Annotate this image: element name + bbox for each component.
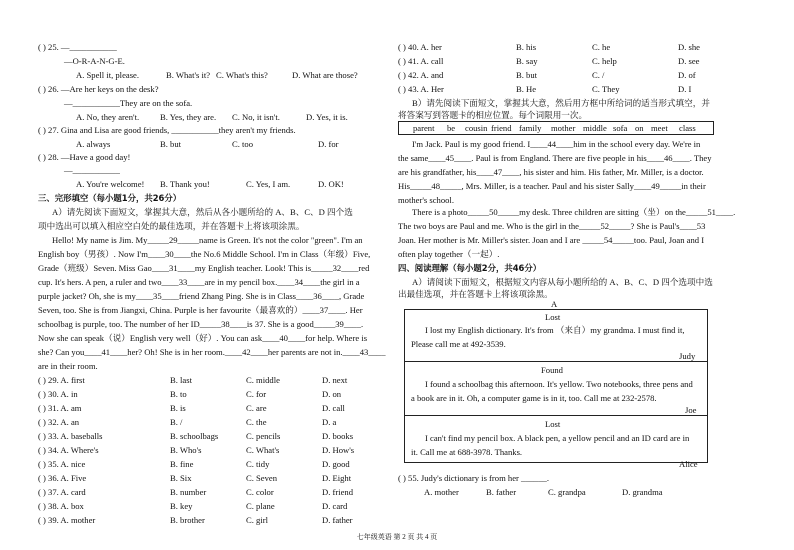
q25-option-b: B. What's it? [166,70,211,80]
q28-option-a: A. You're welcome! [76,179,145,189]
passage-line: His_____48_____, Mrs. Miller, is a teacher. Paul and his sister Sally____49_____in their [398,181,706,191]
q25-option-c: C. What's this? [216,70,268,80]
q27-stem: ( ) 27. Gina and Lisa are good friends, ___________they aren't my friends. [38,125,296,135]
passage-line: schoolbag is purple, too. The number of her ID_____38____is 37. She is a good_____39____. [38,319,364,329]
notice-body: it. Call me at 688-3978. Thanks. [411,447,523,457]
word-bank-item: meet [651,123,668,133]
q27-option-d: D. for [318,139,339,149]
q28-option-d: D. OK! [318,179,344,189]
notice-signature: Alice [679,459,698,469]
option-c: C. color [246,487,274,497]
q55-option-b: B. father [486,487,517,497]
section3-instruction-1: A）请先阅读下面短文，掌握其大意，然后从各小题所给的 A、B、C、D 四个选 [52,207,353,217]
option-b: B. brother [170,515,205,525]
q55-option-d: D. grandma [622,487,663,497]
passage-line: are his grandfather, his____47____, his sister and him. His father, Mr. Miller, is a doctor. [398,167,704,177]
option-a: ( ) 30. A. in [38,389,78,399]
q25-spelling: —O-R-A-N-G-E. [64,56,125,66]
option-b: B. last [170,375,192,385]
option-d: D. good [322,459,350,469]
q28-answer: —___________ [64,165,120,175]
option-b: B. He [516,84,537,94]
option-b: B. say [516,56,538,66]
q25-blank: ___________ [69,42,117,52]
option-b: B. Six [170,473,192,483]
option-c: C. What's [246,445,280,455]
option-a: ( ) 38. A. box [38,501,84,511]
passage-line: cup. It's hers. A pen, a ruler and two____33____are in my pencil box.____34____the girl in a [38,277,360,287]
option-a: ( ) 41. A. call [398,56,444,66]
option-a: ( ) 42. A. and [398,70,444,80]
q26-stem: ( ) 26. —Are her keys on the desk? [38,84,159,94]
word-bank-item: mother [551,123,576,133]
option-c: C. tidy [246,459,270,469]
q26-option-d: D. Yes, it is. [306,112,348,122]
notice-signature: Joe [685,405,697,415]
option-b: B. Who's [170,445,202,455]
option-a: ( ) 36. A. Five [38,473,87,483]
option-c: C. middle [246,375,280,385]
divider [405,415,707,416]
option-d: D. call [322,403,345,413]
option-b: B. fine [170,459,194,469]
notice-title: Lost [545,419,561,429]
notice-body: I can't find my pencil box. A black pen, a yellow pencil and an ID card are in [425,433,690,443]
option-b: B. schoolbags [170,431,219,441]
q25-option-a: A. Spell it, please. [76,70,140,80]
option-c: C. the [246,417,267,427]
option-a: ( ) 40. A. her [398,42,442,52]
passage-line: often play together（一起）. [398,249,500,259]
option-b: B. / [170,417,183,427]
passage-line: Grade（班级）Seven. Miss Gao____31____my English teacher. Look! This is_____32____red [38,263,370,273]
option-b: B. number [170,487,207,497]
option-c: C. pencils [246,431,281,441]
word-bank-item: class [679,123,696,133]
option-d: D. next [322,375,348,385]
option-b: B. to [170,389,187,399]
option-c: C. for [246,389,267,399]
option-d: D. see [678,56,700,66]
option-c: C. They [592,84,620,94]
word-bank-item: on [635,123,644,133]
option-a: ( ) 33. A. baseballs [38,431,103,441]
option-b: B. but [516,70,538,80]
word-bank-item: sofa [613,123,628,133]
q25-option-d: D. What are those? [292,70,358,80]
notice-body: Please call me at 492-3539. [411,339,506,349]
option-a: ( ) 31. A. am [38,403,82,413]
reading-label: A [551,299,558,309]
option-d: D. of [678,70,696,80]
passage-line: the same____45____. Paul is from England. There are five people in his____46____. They [398,153,712,163]
notice-signature: Judy [679,351,696,361]
option-d: D. a [322,417,337,427]
q27-option-b: B. but [160,139,182,149]
q28-stem: ( ) 28. —Have a good day! [38,152,131,162]
option-d: D. friend [322,487,354,497]
passage-line: I'm Jack. Paul is my good friend. I____44____him in the school every day. We're in [412,139,701,149]
passage-line: she? Can you____41____her? Oh! She is in her room.____42____her parents are not in.____43____ [38,347,386,357]
notice-body: a book are in it. Oh, a computer game is in it, too. Call me at 232-2578. [411,393,657,403]
option-b: B. his [516,42,537,52]
passage-line: Now she can speak（说）English very well（好）. You can ask____40____for help. Where is [38,333,368,343]
option-c: C. girl [246,515,268,525]
q28-option-b: B. Thank you! [160,179,210,189]
option-a: ( ) 43. A. Her [398,84,444,94]
option-a: ( ) 29. A. first [38,375,85,385]
section3-instruction-2: 项中选出可以填入相应空白处的最佳选项，并在答题卡上将该项涂黑。 [38,221,305,231]
q26-option-b: B. Yes, they are. [160,112,217,122]
option-d: D. How's [322,445,355,455]
option-d: D. books [322,431,354,441]
passage-line: There is a photo_____50_____my desk. Three children are sitting（坐）on the_____51____. [412,207,736,217]
passage-line: are in their room. [38,361,98,371]
section4-instruction-2: 出最佳选项，并在答题卡上将该项涂黑。 [398,289,553,299]
option-c: C. help [592,56,617,66]
notice-box [404,309,708,469]
option-d: D. I [678,84,692,94]
option-a: ( ) 35. A. nice [38,459,86,469]
word-bank-item: friend [491,123,512,133]
option-a: ( ) 32. A. an [38,417,80,427]
q25-stem [38,43,117,52]
option-b: B. is [170,403,186,413]
divider [405,361,707,362]
option-a: ( ) 34. A. Where's [38,445,99,455]
passage-line: mother's school. [398,195,454,205]
notice-body: I lost my English dictionary. It's from （来自）my grandma. I must find it, [425,325,685,335]
passage-line: The two boys are Paul and me. Who is the girl in the_____52_____? She is Paul's____53 [398,221,706,231]
passage-line: purple jacket? Oh, she is my____35____friend Zhang Ping. She is in Class____36____, Grade [38,291,365,301]
option-c: C. Seven [246,473,278,483]
word-bank-item: middle [583,123,607,133]
word-bank-item: family [519,123,542,133]
option-d: D. card [322,501,348,511]
word-bank-item: be [447,123,456,133]
option-c: C. plane [246,501,275,511]
section3-title: 三、完形填空（每小题1分，共26分） [38,193,182,203]
passage-line: Joan. Her mother is Mr. Miller's sister. Joan and I are _____54_____too. Paul, Joan and I [398,235,705,245]
section4-instruction-1: A）请阅读下面短文，根据短文内容从每小题所给的 A、B、C、D 四个选项中选 [412,277,713,287]
option-d: D. on [322,389,342,399]
option-c: C. are [246,403,267,413]
q55-stem: ( ) 55. Judy's dictionary is from her ______. [398,473,549,483]
page-footer: 七年级英语 第 2 页 共 4 页 [356,533,438,541]
word-bank-item: cousin [465,123,488,133]
q55-option-c: C. grandpa [548,487,586,497]
option-d: D. she [678,42,700,52]
q26-option-a: A. No, they aren't. [76,112,140,122]
partB-instruction-2: 将答案写到答题卡的相应位置。每个词限用一次。 [398,110,588,120]
section4-title: 四、阅读理解（每小题2分，共46分） [398,263,542,273]
passage-line: English boy（男孩）. Now I'm____30____the No.6 Middle School. I'm in Class（年级）Five, [38,249,371,259]
option-d: D. father [322,515,353,525]
q27-option-c: C. too [232,139,254,149]
passage-line: Seven, too. She is from Jiangxi, China. Purple is her favourite（最喜欢的）____37____. Her [38,305,363,315]
notice-title: Lost [545,312,561,322]
q28-option-c: C. Yes, I am. [246,179,291,189]
word-bank-box [398,121,714,135]
option-b: B. key [170,501,193,511]
passage-line: Hello! My name is Jim. My_____29_____name is Green. It's not the color "green". I'm an [52,235,363,245]
notice-title: Found [541,365,563,375]
option-c: C. he [592,42,611,52]
option-a: ( ) 39. A. mother [38,515,96,525]
q25-stem-text: ( ) 25. — [38,42,70,52]
q55-option-a: A. mother [424,487,459,497]
option-a: ( ) 37. A. card [38,487,86,497]
partB-instruction-1: B）请先阅读下面短文，掌握其大意，然后用方框中所给词的适当形式填空，并 [412,98,710,108]
q26-answer: —___________They are on the sofa. [64,98,193,108]
q26-option-c: C. No, it isn't. [232,112,280,122]
option-d: D. Eight [322,473,352,483]
word-bank-item: parent [413,123,435,133]
q27-option-a: A. always [76,139,111,149]
option-c: C. / [592,70,605,80]
notice-body: I found a schoolbag this afternoon. It's yellow. Two notebooks, three pens and [425,379,693,389]
